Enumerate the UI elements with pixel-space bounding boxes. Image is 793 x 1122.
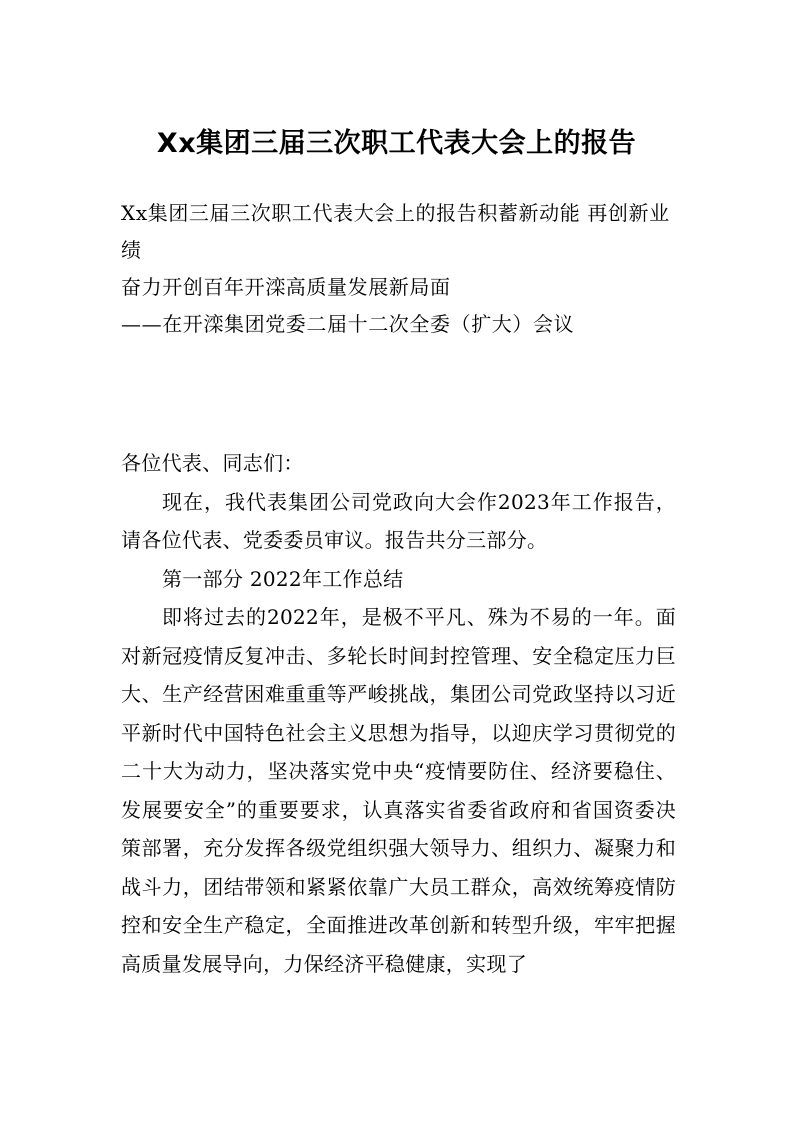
document-body [121, 444, 676, 983]
document-title: Xx集团三届三次职工代表大会上的报告 [156, 128, 637, 159]
section-heading: 第一部分 2022年工作总结 [162, 566, 404, 591]
subtitle-line-3: ——在开滦集团党委二届十二次全委（扩大）会议 [121, 312, 575, 336]
subtitle-line-1: Xx集团三届三次职工代表大会上的报告积蓄新动能 再创新业绩 [121, 201, 670, 262]
paragraph-summary: 即将过去的2022年，是极不平凡、殊为不易的一年。面对新冠疫情反复冲击、多轮长时间封控管理、安全稳定压力巨大、生产经营困难重重等严峻挑战，集团公司党政坚持以习近平新时代中国特色社会主义思想为指导，以迎庆学习贯彻党的二十大为动力，坚决落实党中央“疫情要防住、经济要稳住、发展要安全”的重要要求，认真落实省委省政府和省国资委决策部署，充分发挥各级党组织强大领导力、组织力、凝聚力和战斗力，团结带领和紧紧依靠广大员工群众，高效统筹疫情防控和安全生产稳定，全面推进改革创新和转型升级，牢牢把握高质量发展导向，力保经济平稳健康，实现了 [121, 605, 676, 976]
salutation: 各位代表、同志们： [121, 451, 304, 475]
paragraph-intro: 现在，我代表集团公司党政向大会作2023年工作报告，请各位代表、党委委员审议。报告共分三部分。 [121, 489, 676, 552]
subtitle-line-2: 奋力开创百年开滦高质量发展新局面 [121, 275, 451, 299]
subtitle-block [121, 195, 677, 343]
